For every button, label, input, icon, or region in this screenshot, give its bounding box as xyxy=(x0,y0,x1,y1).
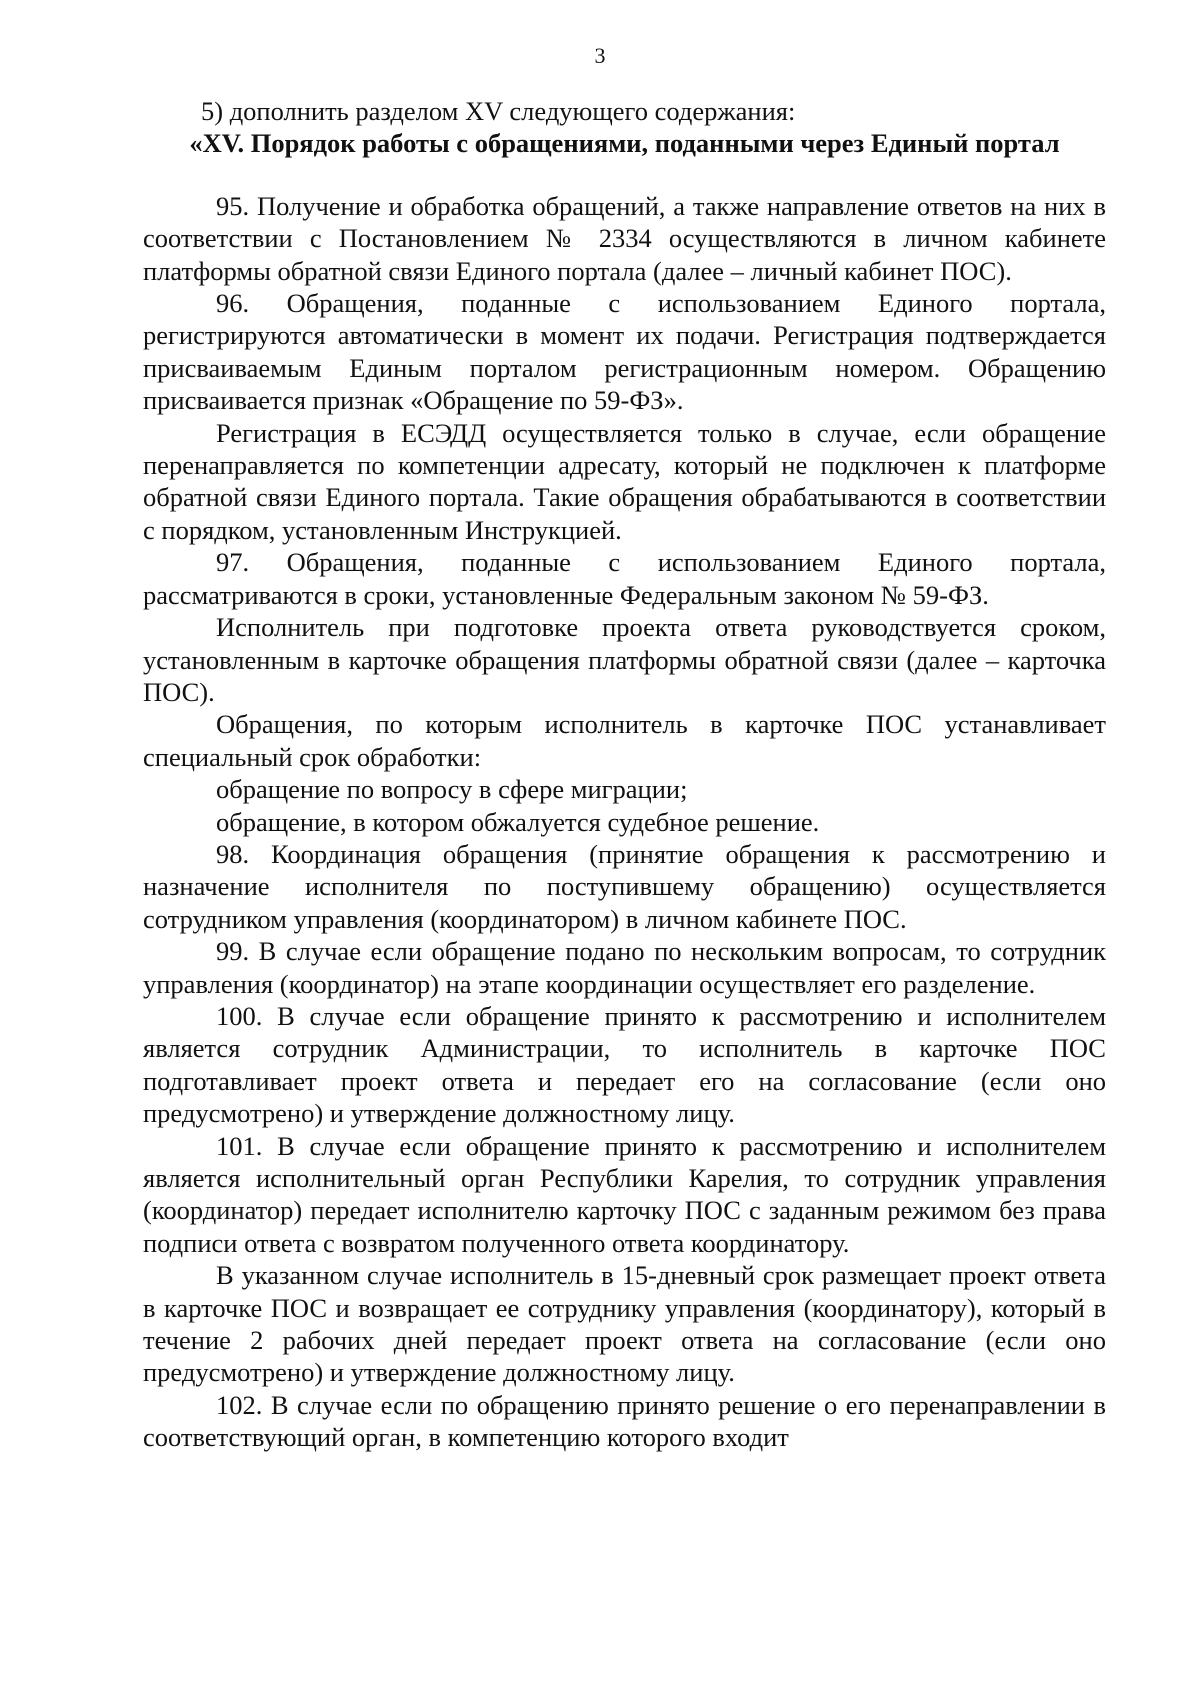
page-number: 3 xyxy=(594,43,606,68)
paragraph-deadline: Исполнитель при подготовке проекта ответа руководствуется сроком, установленным в карточке обращения платформы обратной связи (далее – карточка ПОС). xyxy=(143,612,1106,707)
paragraph-15-day-term: В указанном случае исполнитель в 15-дневный срок размещает проект ответа в карточке ПОС и возвращает ее сотруднику управления (координатору), который в течение 2 рабочих дней передает проект ответа на согласование (если оно предусмотрено) и утверждение должностному лицу. xyxy=(143,1260,1106,1388)
list-item-migration: обращение по вопросу в сфере миграции; xyxy=(216,774,688,805)
paragraph-101: 101. В случае если обращение принято к рассмотрению и исполнителем является исполнительный орган Республики Карелия, то сотрудник управления (координатор) передает исполнителю карточку ПОС с заданным режимом без права подписи ответа с возвратом полученного ответа координатору. xyxy=(143,1130,1106,1258)
paragraph-registration: Регистрация в ЕСЭДД осуществляется только в случае, если обращение перенаправляется по компетенции адресату, который не подключен к платформе обратной связи Единого портала. Такие обращения обрабатываются в соответствии с порядком, установленным Инструкцией. xyxy=(143,417,1106,545)
paragraph-95: 95. Получение и обработка обращений, а также направление ответов на них в соответствии с Постановлением № 2334 осуществляются в личном кабинете платформы обратной связи Единого портала (далее – личный кабинет ПОС). xyxy=(143,190,1106,286)
paragraph-96: 96. Обращения, поданные с использованием Единого портала, регистрируются автоматически в момент их подачи. Регистрация подтверждается присваиваемым Единым порталом регистрационным номером. Обращению присваивается признак «Обращение по 59-ФЗ». xyxy=(143,288,1106,416)
list-item-court-decision: обращение, в котором обжалуется судебное решение. xyxy=(216,806,820,837)
paragraph-special-term: Обращения, по которым исполнитель в карточке ПОС устанавливает специальный срок обработки: xyxy=(143,709,1106,772)
intro-line: 5) дополнить разделом XV следующего содержания: xyxy=(201,96,796,126)
document-body xyxy=(143,95,1106,1454)
section-heading: «XV. Порядок работы с обращениями, поданными через Единый портал xyxy=(189,128,1060,159)
paragraph-97: 97. Обращения, поданные с использованием Единого портала, рассматриваются в сроки, установленные Федеральным законом № 59-ФЗ. xyxy=(143,547,1106,610)
paragraph-99: 99. В случае если обращение подано по нескольким вопросам, то сотрудник управления (координатор) на этапе координации осуществляет его разделение. xyxy=(143,936,1106,999)
paragraph-100: 100. В случае если обращение принято к рассмотрению и исполнителем является сотрудник Администрации, то исполнитель в карточке ПОС подготавливает проект ответа и передает его на согласование (если оно предусмотрено) и утверждение должностному лицу. xyxy=(143,1000,1106,1129)
paragraph-102: 102. В случае если по обращению принято решение о его перенаправлении в соответствующий орган, в компетенцию которого входит xyxy=(143,1389,1106,1453)
paragraph-98: 98. Координация обращения (принятие обращения к рассмотрению и назначение исполнителя по поступившему обращению) осуществляется сотрудником управления (координатором) в личном кабинете ПОС. xyxy=(143,838,1106,934)
